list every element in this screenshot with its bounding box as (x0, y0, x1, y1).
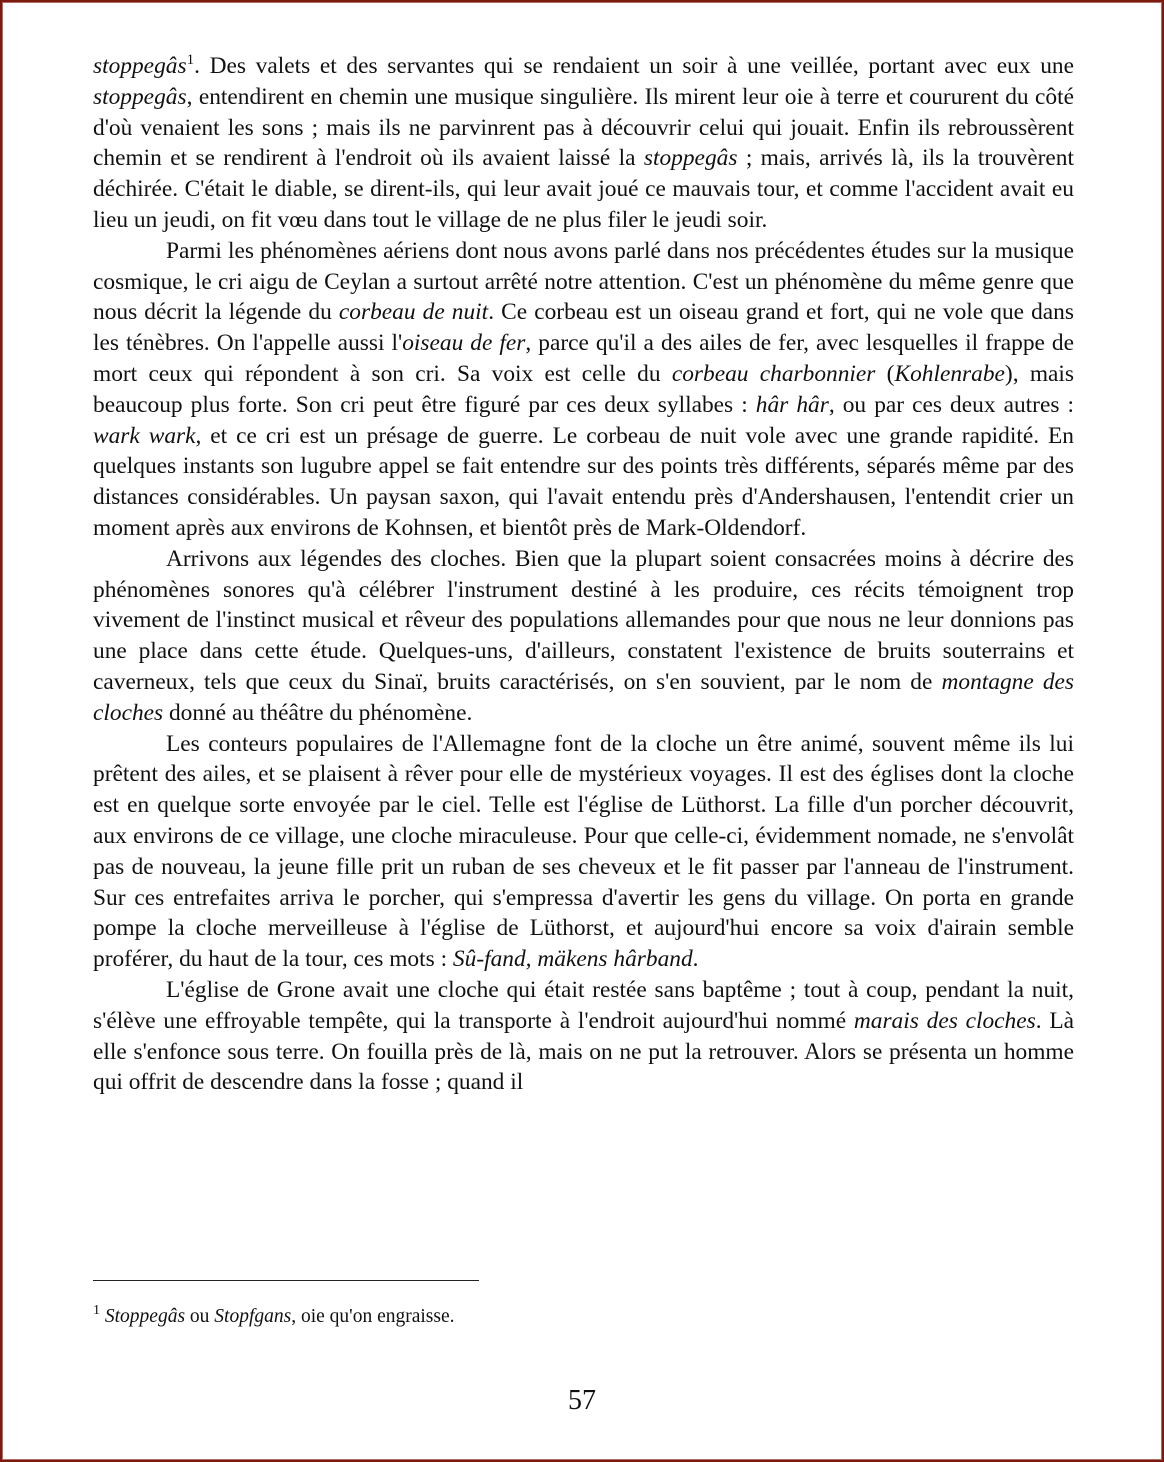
italic-term: montagne des cloches (93, 668, 1074, 726)
italic-term: corbeau de nuit (338, 299, 489, 326)
footnote (93, 1303, 1074, 1331)
italic-term: marais des cloches (853, 1007, 1036, 1034)
italic-term: stoppegâs (643, 145, 738, 172)
paragraph (93, 729, 1074, 975)
text-run: Arrivons aux légendes des cloches. Bien que la plupart soient consacrées moins à décrire des phénomènes sonores qu'à célébrer l'instrument destiné à les produire, ces récits témoignent trop vivement de l'instinct musical et rêveur des populations allemandes pour que nous ne leur donnions pas une place dans cette étude. Quelques-uns, d'ailleurs, constatent l'existence de bruits souterrains et caverneux, tels que ceux du Sinaï, bruits caractérisés, on s'en souvient, par le nom de (93, 545, 1074, 695)
text-run: , ou par ces deux autres : (828, 391, 1075, 418)
paragraph (93, 51, 1074, 236)
paragraph (93, 544, 1074, 729)
italic-term: stoppegâs (93, 83, 187, 110)
text-run: . Là elle s'enfonce sous terre. On fouilla près de là, mais on ne put la retrouver. Alors se présenta un homme qui offrit de descendre dans la fosse ; quand il (93, 1007, 1075, 1096)
italic-term: hâr hâr (755, 391, 829, 418)
italic-term: wark wark (93, 422, 196, 449)
text-run: ( (875, 360, 895, 387)
italic-term: Stoppegâs (104, 1306, 186, 1327)
paragraph (93, 236, 1074, 544)
italic-term: Kohlenrabe (894, 360, 1005, 387)
footnote-separator (93, 1280, 479, 1281)
text-run: , oie qu'on engraisse. (291, 1306, 455, 1327)
body-text (93, 51, 1074, 1098)
italic-term: Sû-fand, mäkens hârband (452, 946, 693, 973)
text-run: Parmi les phénomènes aériens dont nous avons parlé dans nos précédentes études sur la musique cosmique, le cri aigu de Ceylan a surtout arrêté notre attention. C'est un phénomène du même genre que nous décrit la légende du (93, 237, 1074, 326)
italic-term: Stopfgans (214, 1306, 292, 1327)
text-run: , parce qu'il a des ailes de fer, avec lesquelles il frappe de mort ceux qui répondent à son cri. Sa voix est celle du (93, 330, 1075, 387)
page-number: 57 (568, 1385, 596, 1416)
italic-term: oiseau de fer (402, 330, 526, 357)
text-run: ou (185, 1306, 215, 1327)
italic-term: corbeau charbonnier (671, 360, 876, 387)
text-run: , entendirent en chemin une musique singulière. Ils mirent leur oie à terre et coururent du côté d'où venaient les sons ; mais ils ne parvinrent pas à découvrir celui qui jouait. Enfin ils rebroussèrent chemin et se rendirent à l'endroit où ils avaient laissé la (93, 83, 1074, 172)
footnote-marker: 1 (93, 1303, 100, 1318)
text-run: donné au théâtre du phénomène. (163, 699, 473, 726)
text-run: L'église de Grone avait une cloche qui était restée sans baptême ; tout à coup, pendant la nuit, s'élève une effroyable tempête, qui la transporte à l'endroit aujourd'hui nommé (93, 976, 1074, 1034)
paragraph (93, 975, 1074, 1098)
text-run: Les conteurs populaires de l'Allemagne font de la cloche un être animé, souvent même ils lui prêtent des ailes, et se plaisent à rêver pour elle de mystérieux voyages. Il est des églises dont la cloche est en quelque sorte envoyée par le ciel. Telle est l'église de Lüthorst. La fille d'un porcher découvrit, aux environs de ce village, une cloche miraculeuse. Pour que celle-ci, évidemment nomade, ne s'envolât pas de nouveau, la jeune fille prit un ruban de ses cheveux et le fit passer par l'anneau de l'instrument. Sur ces entrefaites arriva le porcher, qui s'empressa d'avertir les gens du village. On porta en grande pompe la cloche merveilleuse à l'église de Lüthorst, et aujourd'hui encore sa voix d'airain semble proférer, du haut de la tour, ces mots : (93, 730, 1074, 973)
text-run: . Des valets et des servantes qui se rendaient un soir à une veillée, portant avec eux une (194, 53, 1074, 79)
text-run: ; mais, arrivés là, ils la trouvèrent déchirée. C'était le diable, se dirent-ils, qui leur avait joué ce mauvais tour, et comme l'accident avait eu lieu un jeudi, on fit vœu dans tout le village de ne plus filer le jeudi soir. (93, 145, 1074, 233)
text-run: . Ce corbeau est un oiseau grand et fort, qui ne vole que dans les ténèbres. On l'appelle aussi l' (93, 299, 1074, 357)
text-run: ), mais beaucoup plus forte. Son cri peut être figuré par ces deux syllabes : (93, 360, 1075, 418)
text-run: . (692, 946, 699, 973)
italic-term: stoppegâs (93, 53, 187, 79)
footnote-marker: 1 (186, 52, 195, 68)
text-run: , et ce cri est un présage de guerre. Le corbeau de nuit vole avec une grande rapidité. En quelques instants son lugubre appel se fait entendre sur des points très différents, séparés même par des distances considérables. Un paysan saxon, qui l'avait entendu près d'Andershausen, l'entendit crier un moment après aux environs de Kohnsen, et bientôt près de Mark-Oldendorf. (93, 422, 1074, 541)
